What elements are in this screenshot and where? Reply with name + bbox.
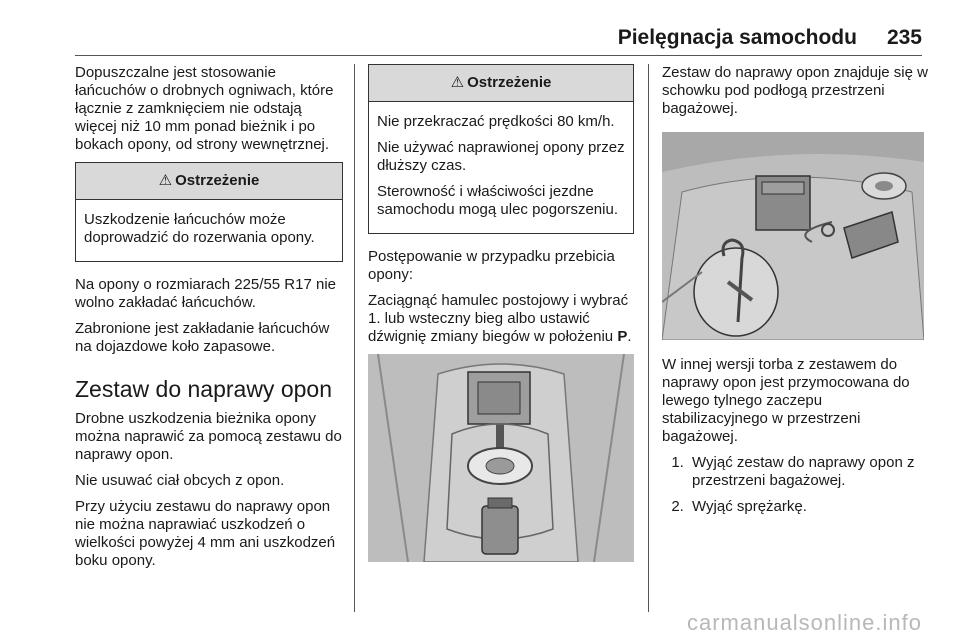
illustration-trunk-kit bbox=[662, 132, 924, 340]
warning-title: Ostrzeżenie bbox=[467, 74, 552, 91]
column-3 bbox=[662, 64, 928, 524]
illustration-underfloor-storage bbox=[368, 354, 634, 562]
page-number: 235 bbox=[886, 26, 922, 49]
warning-title: Ostrzeżenie bbox=[175, 172, 260, 189]
column-1 bbox=[75, 64, 343, 578]
column-divider-2 bbox=[648, 64, 649, 612]
header-rule bbox=[75, 55, 922, 56]
column-divider-1 bbox=[354, 64, 355, 612]
column-2 bbox=[368, 64, 634, 562]
paragraph-puncture: Postępowanie w przypadku przebicia opony: bbox=[368, 248, 615, 283]
paragraph-limits: Przy użyciu zestawu do naprawy opon nie można naprawiać uszkodzeń o wielkości powyżej 4 mm ani uszkodzeń boku opony. bbox=[75, 498, 336, 569]
warning-line: Nie przekraczać prędkości 80 km/h. bbox=[377, 113, 615, 130]
gear-position: P bbox=[617, 328, 628, 345]
warning-body bbox=[76, 200, 342, 261]
warning-box-speed bbox=[368, 64, 634, 234]
warning-line: Sterowność i właściwości jezdne samochodu mogą ulec pogorszeniu. bbox=[377, 183, 618, 218]
warning-header bbox=[76, 163, 342, 200]
paragraph-parking-brake bbox=[368, 292, 634, 346]
steps-list bbox=[662, 454, 928, 516]
warning-body bbox=[369, 102, 633, 233]
page-header bbox=[618, 26, 922, 50]
trunk-kit-drawing bbox=[662, 132, 924, 340]
parking-brake-end: . bbox=[627, 328, 632, 345]
paragraph-tire-size: Na opony o rozmiarach 225/55 R17 nie wolno zakładać łańcuchów. bbox=[75, 276, 336, 311]
list-item: 2. Wyjąć sprężarkę. bbox=[688, 498, 928, 516]
watermark: carmanualsonline.info bbox=[686, 610, 922, 635]
paragraph-kit-location: Zestaw do naprawy opon znajduje się w schowku pod podłogą przestrzeni bagażowej. bbox=[662, 64, 928, 117]
paragraph-repair-kit: Drobne uszkodzenia bieżnika opony można naprawić za pomocą zestawu do naprawy opon. bbox=[75, 410, 342, 463]
warning-icon: ⚠ bbox=[158, 172, 173, 189]
list-item: 1. Wyjąć zestaw do naprawy opon z przestrzeni bagażowej. bbox=[688, 454, 928, 490]
warning-text: Uszkodzenie łańcuchów może doprowadzić do rozerwania opony. bbox=[84, 211, 315, 246]
header-title: Pielęgnacja samochodu bbox=[617, 26, 857, 49]
parking-brake-text: Zaciągnąć hamulec postojowy i wybrać 1. lub wsteczny bieg albo ustawić dźwignię zmiany biegów w położeniu bbox=[368, 292, 629, 345]
intro-paragraph: Dopuszczalne jest stosowanie łańcuchów o drobnych ogniwach, które łącznie z zamknięciem nie odstają więcej niż 10 mm ponad bieżnik i po bokach opony, od strony wewnętrznej. bbox=[75, 64, 334, 153]
paragraph-spare-wheel: Zabronione jest zakładanie łańcuchów na dojazdowe koło zapasowe. bbox=[75, 320, 330, 355]
warning-line: Nie używać naprawionej opony przez dłuższy czas. bbox=[377, 139, 625, 174]
paragraph-alternative-version: W innej wersji torba z zestawem do naprawy opon jest przymocowana do lewego tylnego zaczepu stabilizacyjnego w przestrzeni bagażowej. bbox=[662, 356, 910, 445]
warning-box-chains bbox=[75, 162, 343, 262]
paragraph-foreign-objects: Nie usuwać ciał obcych z opon. bbox=[75, 472, 285, 489]
section-heading: Zestaw do naprawy opon bbox=[75, 376, 332, 402]
warning-header bbox=[369, 65, 633, 102]
underfloor-storage-drawing bbox=[368, 354, 634, 562]
warning-icon: ⚠ bbox=[450, 74, 465, 91]
